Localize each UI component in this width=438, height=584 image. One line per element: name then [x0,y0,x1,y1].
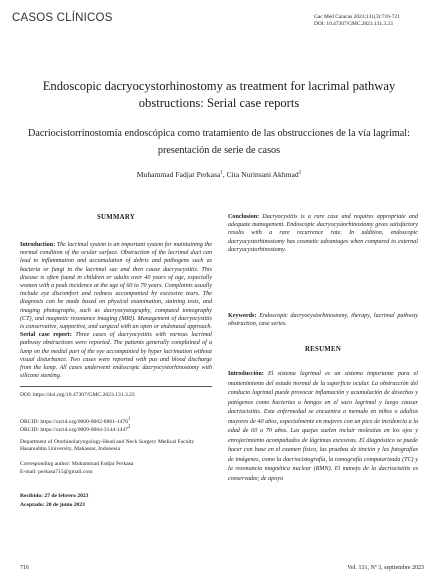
summary-heading: SUMMARY [96,214,136,221]
resumen-intro-label: Introducción: [228,371,264,377]
author-name: Cita Nurinsani Akhmad [226,170,299,179]
received-date: Recibido: 27 de febrero 2023 [20,493,89,499]
intro-label: Introduction: [20,242,56,248]
orcid-2-text: ORCID: https://orcid.org/0009-0004-3144-1447 [20,426,129,433]
journal-citation: Gac Méd Caracas 2023;131(3):716-721 [314,14,400,20]
keywords-label: Keywords: [228,313,257,319]
orcid-2-mark: 2 [128,425,131,430]
resumen-intro-text: El sistema lagrimal es un sistema importante para el mantenimiento del estado normal de la superficie ocular. La obstrucción del conducto lagrimal puede provocar inflamación y acumulación de desechos y patógenos como bacterias u hongos en el saco lagrimal y luego causar dacriocistitis. Esta enfermedad se encuentra a menudo en niños o adultos mayores de 40 años, especialmente en mujeres con un pico de incidencia a la edad de 60 a 70 años. Las quejas suelen incluir molestias en los ojos y enrojecimiento acompañados de lágrimas excesivas. El diagnóstico se puede hacer con base en el examen físico, las pruebas de tinción y las fotografías de imágenes, como la dacriocistografía, la tomografía computarizada (TC) y la resonancia magnética nuclear (RMN). El manejo de la dacriocistitis es conservador, de apoyo [228,371,418,482]
orcid-1-text: ORCID: https://orcid.org/0000-0002-8861-1476 [20,418,129,425]
resumen-heading: RESUMEN [304,346,342,353]
volume-info: Vol. 131, Nº 3, septiembre 2023 [347,565,424,571]
journal-reference [314,14,424,28]
author-affiliation-mark: 2 [298,170,302,176]
keywords [228,312,418,328]
page-number: 716 [20,565,29,571]
author-separator: , [222,170,227,179]
accepted-date: Aceptado: 20 de junio 2023 [20,502,85,508]
affiliation: Department of Otorhinolaryngology-Head and Neck Surgery Medical Faculty Hasanuddin University, Makassar, Indonesia [20,439,195,453]
summary-continued [228,213,418,254]
orcid-1-mark: 1 [128,417,131,422]
article-title-spanish: Dacriocistorrinostomía endoscópica como tratamiento de las obstrucciones de la vía lagrimal: presentación de serie de casos [28,128,410,156]
keywords-text: Endoscopic dacryocystorhinostomy, therapy, lacrimal pathway obstruction, case series. [228,313,418,328]
journal-doi: DOI: 10.47307/GMC.2023.131.3.23 [314,21,393,27]
section-label: CASOS CLÍNICOS [12,12,113,24]
conclusion-text: Dacryocystitis is a rare case and requires appropriate and adequate management. Endoscopic dacryocystorhinostomy gives satisfactory results with a rare recurrence rate. In addition, endoscopic dacryocystorhinostomy has cosmetic advantages when compared to external dacryocystorhinostomy. [228,214,418,253]
article-title: Endoscopic dacryocystorhinostomy as treatment for lacrimal pathway obstructions: Serial case reports [42,79,396,110]
serial-text: Three cases of dacryocystitis with various lacrimal pathway obstructions were reported. The patients generally complained of a lump on the medial part of the eye accompanied by hyper lacrimation without visual disturbance. Two cases were reported with pus and blood discharge from the lump. All cases underwent endoscopic dacryocystorhinostomy with silicone stenting. [20,332,213,380]
resumen-text [228,370,418,484]
author-line [20,170,418,179]
serial-label: Serial case report: [20,332,72,339]
orcid-2[interactable] [20,424,212,434]
author-affiliation-mark: 1 [220,170,223,176]
corresponding-author: Corresponding author: Muhammad Fadjar Perkasa [20,461,134,467]
summary-text [20,241,212,380]
divider [20,386,212,387]
doi-link[interactable]: DOI: https://doi.org/10.47307/GMC.2023.131.3.23 [20,392,135,398]
author-name: Muhammad Fadjar Perkasa [136,170,221,179]
intro-text: The lacrimal system is an important system for maintaining the normal condition of the ocular surface. Obstruction of the lacrimal duct can lead to inflammation and accumulation of debris and pathogens such as bacteria or fungi in the lacrimal sac and then cause dacryocystitis. This disease is often found in children or adults over 40 years of age, especially women with a peak incidence at the age of 60 to 70 years. Complaints usually include eye discomfort and redness accompanied by excessive tears. The diagnosis can be made based on physical examination, staining tests, and imaging photographs, such as dacryocystography, computed tomography (CT), and magnetic resonance imaging (MRI). Management of dacryocystitis is conservative, supportive, and surgical with an open or endonasal approach. [20,242,212,331]
conclusion-label: Conclusion: [228,214,260,220]
email[interactable]: E-mail: perkasa715@gmail.com [20,469,93,475]
